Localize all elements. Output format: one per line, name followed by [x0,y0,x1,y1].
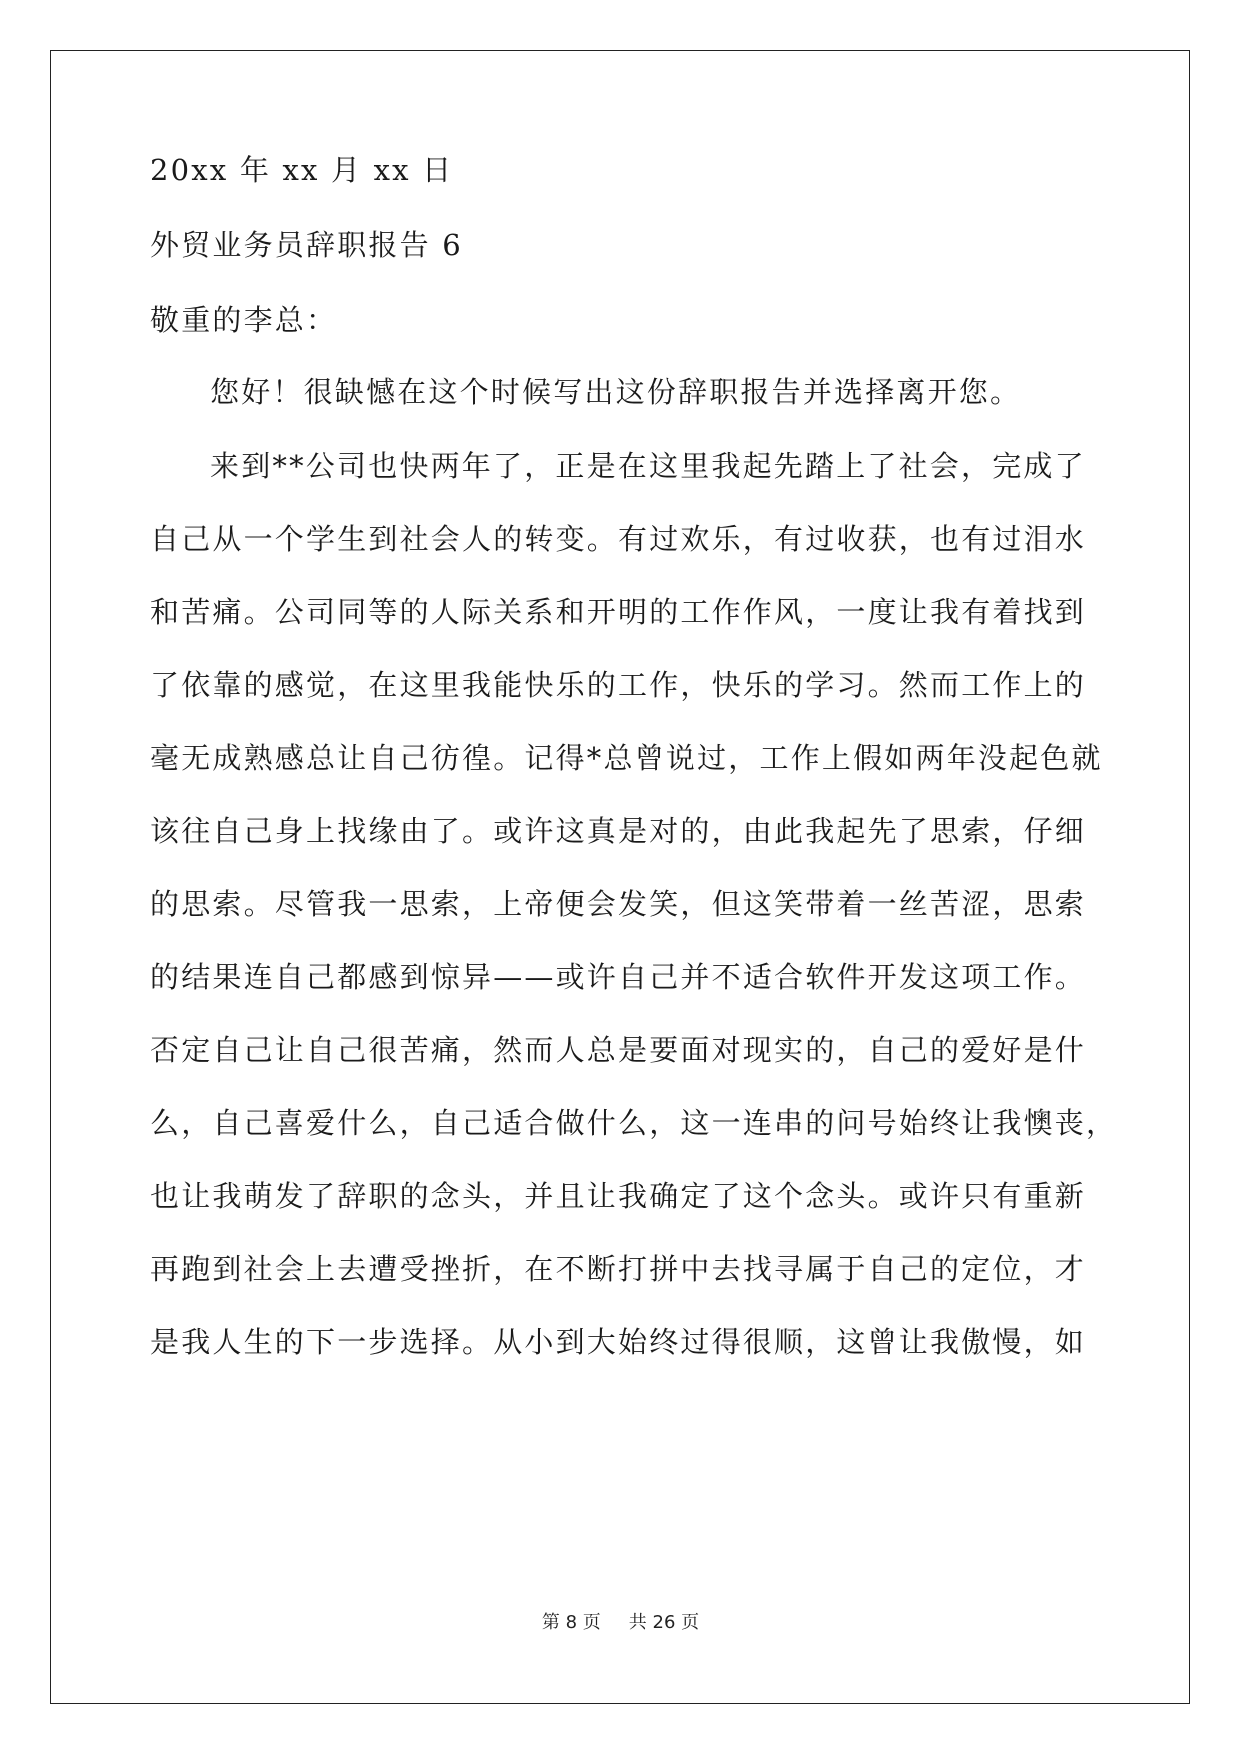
body-line: 该往自己身上找缘由了。或许这真是对的，由此我起先了思索，仔细 [150,814,1087,848]
body-line: 是我人生的下一步选择。从小到大始终过得很顺，这曾让我傲慢，如 [150,1325,1087,1359]
page-footer [0,1608,1241,1634]
body-line: 否定自己让自己很苦痛，然而人总是要面对现实的，自己的爱好是什 [150,1033,1087,1067]
body-line: 和苦痛。公司同等的人际关系和开明的工作作风，一度让我有着找到 [150,595,1087,629]
page-number: 第 8 页 [541,1612,601,1633]
document-title: 外贸业务员辞职报告 6 [150,228,463,262]
page-total: 共 26 页 [628,1612,700,1633]
salutation: 敬重的李总： [150,303,338,337]
body-line: 自己从一个学生到社会人的转变。有过欢乐，有过收获，也有过泪水 [150,522,1087,556]
body-line: 的结果连自己都感到惊异——或许自己并不适合软件开发这项工作。 [150,960,1087,994]
body-line: 毫无成熟感总让自己彷徨。记得*总曾说过，工作上假如两年没起色就 [150,741,1103,775]
body-line: 了依靠的感觉，在这里我能快乐的工作，快乐的学习。然而工作上的 [150,668,1087,702]
body-line: 也让我萌发了辞职的念头，并且让我确定了这个念头。或许只有重新 [150,1179,1087,1213]
body-line: 再跑到社会上去遭受挫折，在不断打拼中去找寻属于自己的定位，才 [150,1252,1087,1286]
body-line: 来到**公司也快两年了，正是在这里我起先踏上了社会，完成了 [210,449,1086,483]
page-frame [50,50,1190,1704]
greeting-paragraph: 您好！很缺憾在这个时候写出这份辞职报告并选择离开您。 [210,375,1022,409]
date-line: 20xx 年 xx 月 xx 日 [150,153,454,187]
body-line: 的思索。尽管我一思索，上帝便会发笑，但这笑带着一丝苦涩，思索 [150,887,1087,921]
body-line: 么，自己喜爱什么，自己适合做什么，这一连串的问号始终让我懊丧， [150,1106,1118,1140]
